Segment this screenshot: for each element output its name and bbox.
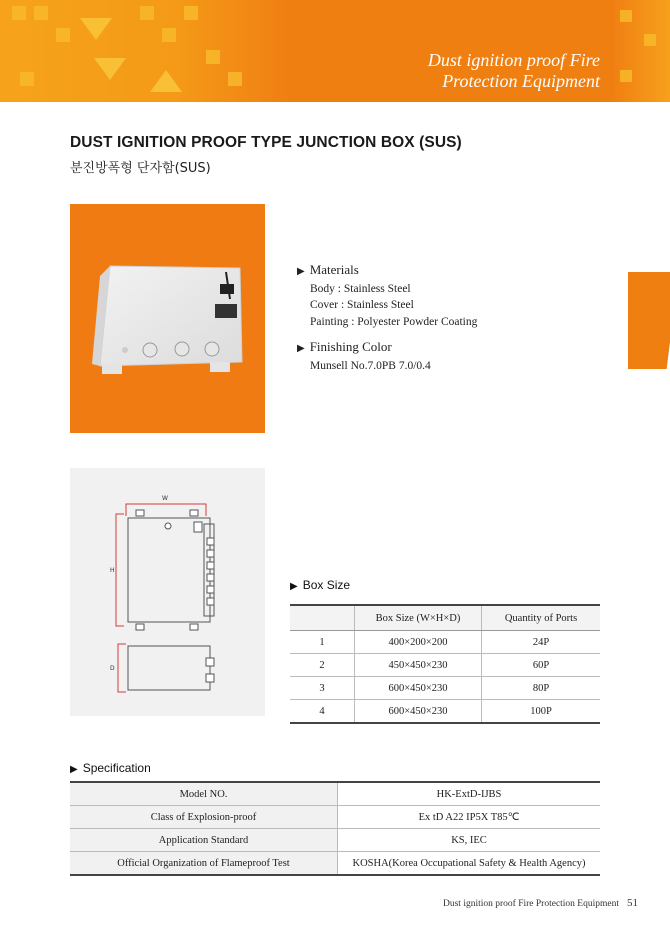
dim-label-d: D — [110, 665, 115, 672]
cable-gland — [143, 343, 157, 357]
page-footer — [443, 897, 638, 909]
side-tab — [628, 272, 670, 369]
box-size-table — [290, 604, 600, 724]
spec-value: KOSHA(Korea Occupational Safety & Health Agency) — [338, 852, 601, 876]
materials-block — [297, 262, 477, 374]
spec-key: Class of Explosion-proof — [70, 806, 338, 829]
banner-square — [12, 6, 26, 20]
table-header-cell: Quantity of Ports — [482, 605, 601, 631]
table-row — [290, 654, 600, 677]
page-subtitle-korean: 분진방폭형 단자함(SUS) — [70, 161, 211, 176]
arrow-icon: ▶ — [297, 266, 305, 277]
banner-title-line: Dust ignition proof Fire — [427, 50, 600, 70]
table-cell: 3 — [290, 677, 355, 700]
banner-title — [428, 50, 600, 92]
arrow-icon: ▶ — [297, 343, 305, 354]
footer-text: Dust ignition proof Fire Protection Equipment — [443, 899, 619, 909]
table-cell: 450×450×230 — [355, 654, 482, 677]
spec-key: Application Standard — [70, 829, 338, 852]
table-cell: 2 — [290, 654, 355, 677]
table-cell: 24P — [482, 631, 601, 654]
table-cell: 600×450×230 — [355, 677, 482, 700]
materials-title: Materials — [309, 262, 359, 277]
table-header-cell: Box Size (W×H×D) — [355, 605, 482, 631]
banner-square — [20, 72, 34, 86]
spec-key: Model NO. — [70, 782, 338, 806]
table-row — [290, 700, 600, 724]
materials-line: Cover : Stainless Steel — [310, 299, 414, 311]
banner-square — [184, 6, 198, 20]
box-size-heading — [290, 578, 350, 592]
junction-box-illustration — [70, 204, 265, 433]
table-row — [290, 677, 600, 700]
dimension-drawing-svg — [70, 468, 265, 716]
table-row — [70, 782, 600, 806]
banner-square — [620, 70, 632, 82]
page-number: 51 — [627, 897, 638, 909]
table-header-cell — [290, 605, 355, 631]
header-banner — [0, 0, 670, 102]
table-row — [70, 806, 600, 829]
cable-gland — [175, 342, 189, 356]
banner-triangle — [80, 18, 112, 40]
dim-label-w: W — [162, 495, 168, 502]
banner-square — [34, 6, 48, 20]
banner-triangle — [150, 70, 182, 92]
table-header-row — [290, 605, 600, 631]
materials-line: Painting : Polyester Powder Coating — [310, 315, 478, 328]
cable-gland — [205, 342, 219, 356]
box-size-title: Box Size — [302, 578, 351, 592]
specification-table — [70, 781, 600, 876]
spec-value: Ex tD A22 IP5X T85℃ — [338, 806, 601, 829]
cable-gland — [122, 347, 128, 353]
banner-square — [140, 6, 154, 20]
arrow-icon: ▶ — [70, 764, 78, 775]
banner-square — [228, 72, 242, 86]
table-row — [70, 829, 600, 852]
arrow-icon: ▶ — [290, 581, 298, 592]
table-cell: 4 — [290, 700, 355, 724]
dimension-drawing — [70, 468, 265, 716]
box-label-plate — [215, 304, 237, 318]
table-cell: 1 — [290, 631, 355, 654]
spec-key: Official Organization of Flameproof Test — [70, 852, 338, 876]
table-cell: 400×200×200 — [355, 631, 482, 654]
spec-value: HK-ExtD-IJBS — [338, 782, 601, 806]
table-row — [70, 852, 600, 876]
banner-square — [56, 28, 70, 42]
specification-title: Specification — [82, 761, 151, 775]
table-cell: 60P — [482, 654, 601, 677]
banner-title-line: Protection Equipment — [442, 71, 600, 91]
finishing-line: Munsell No.7.0PB 7.0/0.4 — [310, 359, 431, 372]
dim-label-h: H — [110, 567, 115, 574]
banner-square — [206, 50, 220, 64]
banner-square — [620, 10, 632, 22]
finishing-heading — [297, 339, 477, 358]
banner-square — [644, 34, 656, 46]
specification-heading — [70, 761, 151, 775]
banner-triangle — [94, 58, 126, 80]
spec-value: KS, IEC — [338, 829, 601, 852]
finishing-title: Finishing Color — [309, 339, 392, 354]
materials-heading — [297, 262, 477, 281]
table-cell: 100P — [482, 700, 601, 724]
banner-square — [162, 28, 176, 42]
materials-line: Body : Stainless Steel — [310, 282, 411, 295]
page-title: DUST IGNITION PROOF TYPE JUNCTION BOX (SUS) — [70, 134, 462, 151]
table-cell: 80P — [482, 677, 601, 700]
table-cell: 600×450×230 — [355, 700, 482, 724]
product-photo — [70, 204, 265, 433]
table-row — [290, 631, 600, 654]
